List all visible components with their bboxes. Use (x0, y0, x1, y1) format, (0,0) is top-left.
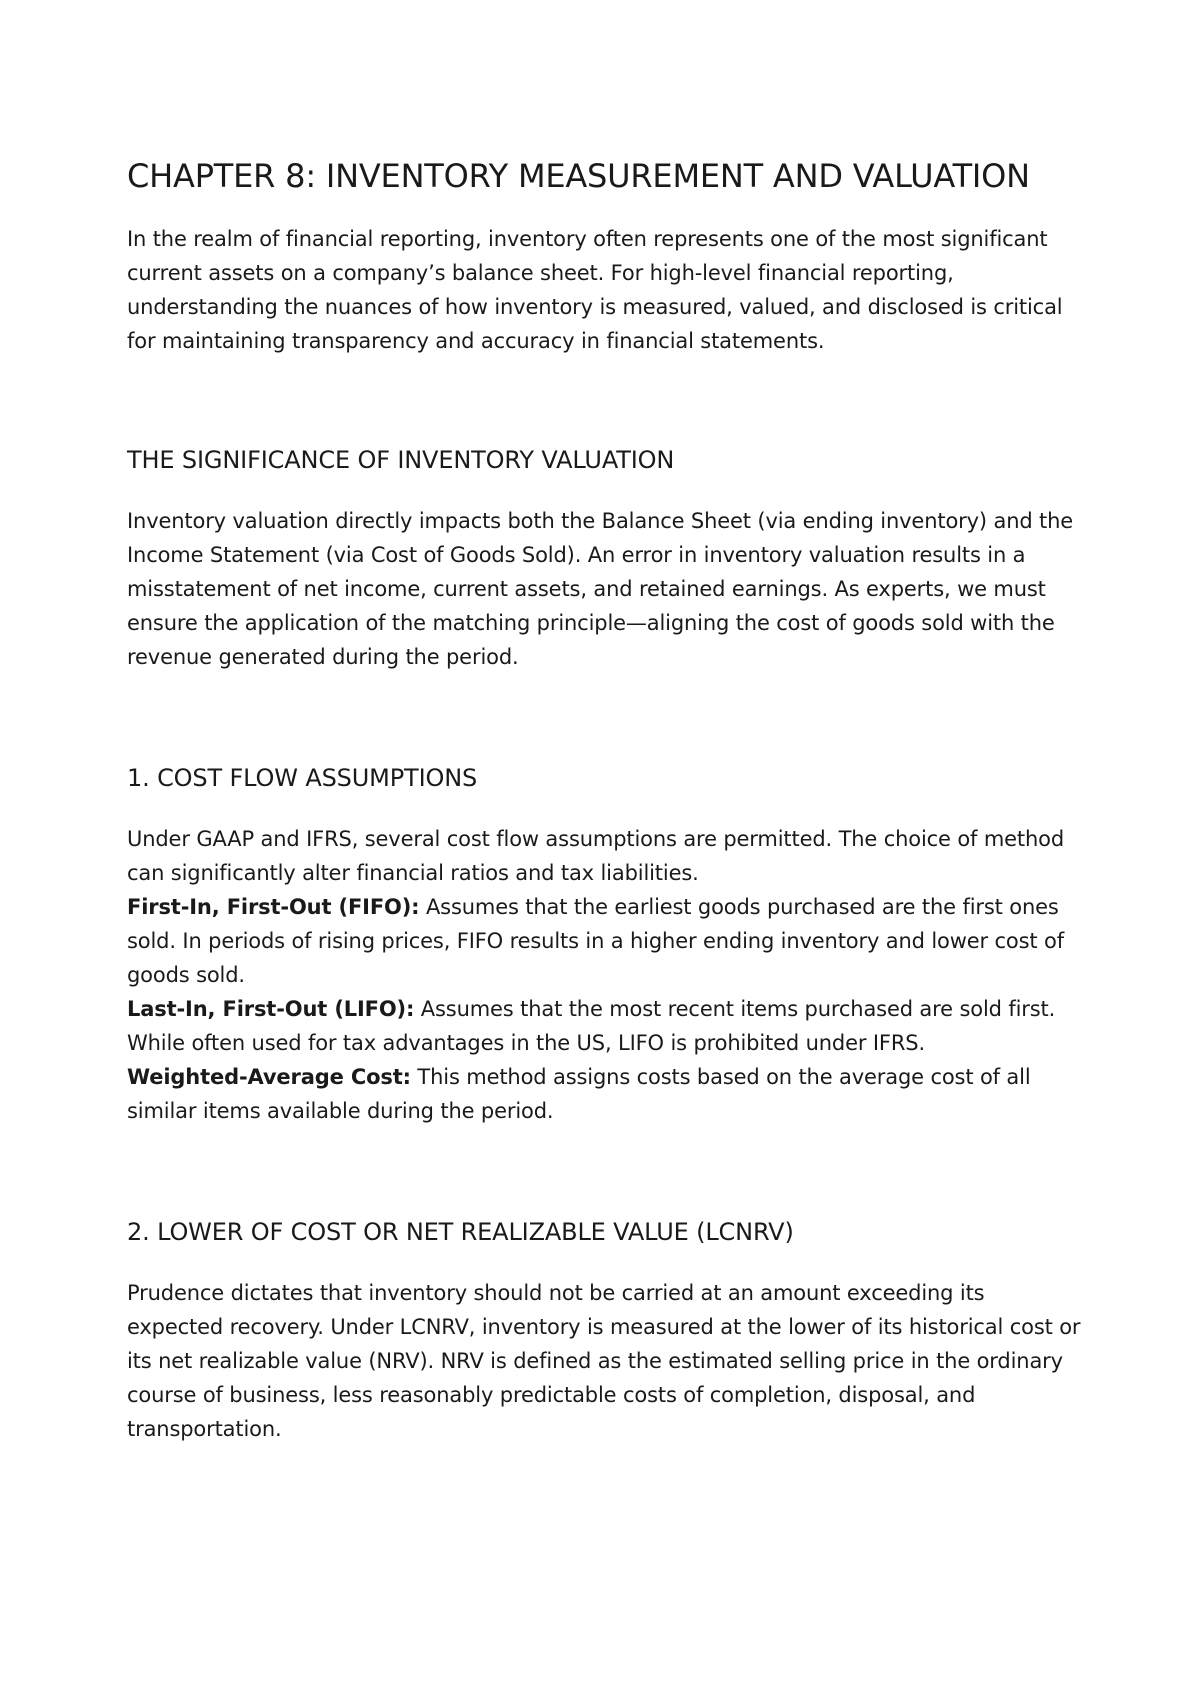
method-text: This method assigns costs based on the average cost of all similar items available during the period. (127, 1065, 1031, 1123)
method-text: Assumes that the earliest goods purchased are the first ones sold. In periods of rising prices, FIFO results in a higher ending inventory and lower cost of goods sold. (127, 895, 1064, 987)
section-heading-cost-flow: 1. COST FLOW ASSUMPTIONS (127, 764, 478, 792)
significance-paragraph: Inventory valuation directly impacts both the Balance Sheet (via ending inventory) and the Income Statement (via Cost of Goods Sold). An error in inventory valuation results in a misstatement of net income, current assets, and retained earnings. As experts, we must ensure the application of the matching principle—aligning the cost of goods sold with the revenue generated during the period. (127, 509, 1074, 669)
intro-paragraph: In the realm of financial reporting, inventory often represents one of the most significant current assets on a company’s balance sheet. For high-level financial reporting, understanding the nuances of how inventory is measured, valued, and disclosed is critical for maintaining transparency and accuracy in financial statements. (127, 227, 1063, 353)
lcnrv-paragraph: Prudence dictates that inventory should not be carried at an amount exceeding its expected recovery. Under LCNRV, inventory is measured at the lower of its historical cost or its net realizable value (NRV). NRV is defined as the estimated selling price in the ordinary course of business, less reasonably predictable costs of completion, disposal, and transportation. (127, 1281, 1081, 1441)
method-term: First-In, First-Out (FIFO): (127, 895, 420, 919)
method-item-fifo (127, 890, 1087, 992)
cost-flow-intro: Under GAAP and IFRS, several cost flow assumptions are permitted. The choice of method can significantly alter financial ratios and tax liabilities. (127, 827, 1065, 885)
method-text: Assumes that the most recent items purchased are sold first. While often used for tax advantages in the US, LIFO is prohibited under IFRS. (127, 997, 1056, 1055)
document-page (127, 150, 1087, 1446)
method-term: Weighted-Average Cost: (127, 1065, 411, 1089)
chapter-title: CHAPTER 8: INVENTORY MEASUREMENT AND VALUATION (127, 157, 1030, 195)
method-term: Last-In, First-Out (LIFO): (127, 997, 415, 1021)
method-item-lifo (127, 992, 1087, 1060)
section-heading-lcnrv: 2. LOWER OF COST OR NET REALIZABLE VALUE (LCNRV) (127, 1218, 794, 1246)
section-heading-significance: THE SIGNIFICANCE OF INVENTORY VALUATION (127, 446, 675, 474)
method-item-weighted-average (127, 1060, 1087, 1128)
cost-flow-body (127, 822, 1087, 1128)
